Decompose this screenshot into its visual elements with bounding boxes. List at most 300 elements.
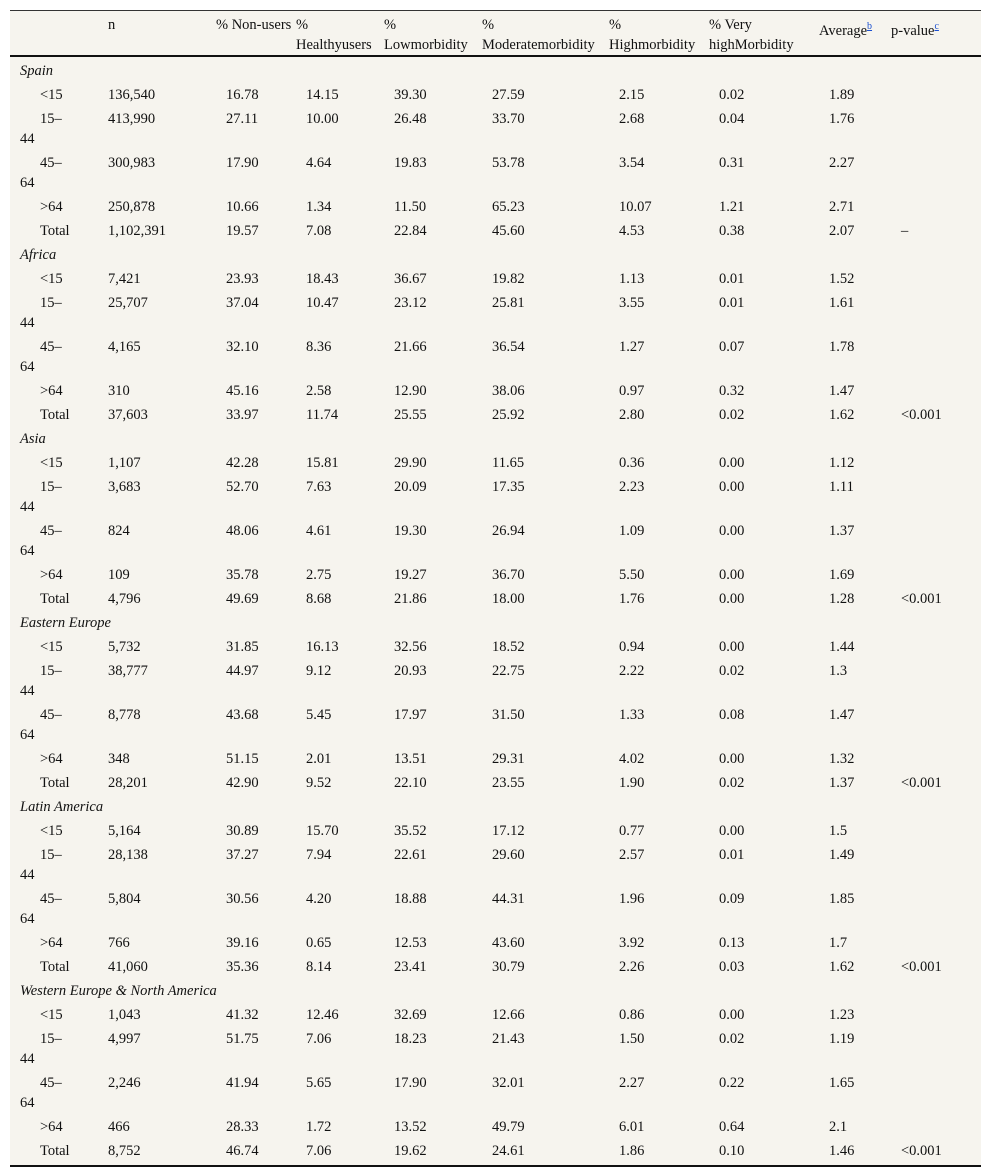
cell-nonusers: 30.89 <box>226 823 259 839</box>
cell-high: 1.27 <box>619 339 645 355</box>
cell-low: 17.97 <box>394 707 427 723</box>
cell-healthy: 4.61 <box>306 523 332 539</box>
cell-moderate: 30.79 <box>492 959 525 975</box>
cell-age <box>10 449 108 473</box>
cell-veryhigh: 1.21 <box>719 199 745 215</box>
cell-pvalue <box>891 657 981 701</box>
cell-age <box>10 657 108 701</box>
table-row <box>10 841 981 885</box>
group-label: Africa <box>20 247 57 263</box>
cell-veryhigh: 0.31 <box>719 155 745 171</box>
cell-moderate: 18.00 <box>492 591 525 607</box>
table-row <box>10 817 981 841</box>
table-row <box>10 473 981 517</box>
group-label: Eastern Europe <box>20 615 111 631</box>
header-moderate: % Moderatemorbidity <box>482 17 595 53</box>
cell-nonusers: 48.06 <box>226 523 259 539</box>
cell-average: 1.5 <box>829 823 848 839</box>
cell-pvalue <box>891 105 981 149</box>
cell-nonusers: 35.36 <box>226 959 259 975</box>
age-label: Total <box>40 407 70 423</box>
cell-nonusers: 10.66 <box>226 199 259 215</box>
cell-average: 1.89 <box>829 87 855 103</box>
cell-pvalue <box>891 1069 981 1113</box>
cell-healthy: 4.20 <box>306 891 332 907</box>
cell-veryhigh: 0.07 <box>719 339 745 355</box>
cell-low: 26.48 <box>394 111 427 127</box>
cell-veryhigh: 0.01 <box>719 847 745 863</box>
footnote-b-link[interactable]: b <box>867 21 873 32</box>
table-row <box>10 633 981 657</box>
cell-age <box>10 289 108 333</box>
cell-low: 19.62 <box>394 1143 427 1159</box>
cell-average: 2.71 <box>829 199 855 215</box>
cell-moderate: 19.82 <box>492 271 525 287</box>
cell-veryhigh: 0.00 <box>719 523 745 539</box>
cell-veryhigh: 0.00 <box>719 823 745 839</box>
cell-age <box>10 1113 108 1137</box>
header-row <box>10 11 981 57</box>
cell-veryhigh: 0.13 <box>719 935 745 951</box>
cell-n: 8,752 <box>108 1143 141 1159</box>
age-label: 15– 44 <box>20 295 62 331</box>
table-row <box>10 193 981 217</box>
cell-low: 19.30 <box>394 523 427 539</box>
cell-average: 1.62 <box>829 407 855 423</box>
cell-veryhigh: 0.02 <box>719 87 745 103</box>
cell-pvalue <box>891 333 981 377</box>
age-label: 45– 64 <box>20 339 62 375</box>
cell-moderate: 53.78 <box>492 155 525 171</box>
cell-average: 1.7 <box>829 935 848 951</box>
cell-pvalue <box>891 81 981 105</box>
cell-high: 3.92 <box>619 935 645 951</box>
cell-low: 23.41 <box>394 959 427 975</box>
cell-veryhigh: 0.00 <box>719 639 745 655</box>
cell-nonusers: 41.94 <box>226 1075 259 1091</box>
table-row <box>10 217 981 241</box>
cell-age <box>10 817 108 841</box>
cell-high: 3.54 <box>619 155 645 171</box>
cell-veryhigh: 0.02 <box>719 1031 745 1047</box>
cell-low: 13.52 <box>394 1119 427 1135</box>
cell-nonusers: 28.33 <box>226 1119 259 1135</box>
table-row <box>10 517 981 561</box>
table-row <box>10 81 981 105</box>
cell-low: 12.90 <box>394 383 427 399</box>
cell-high: 1.50 <box>619 1031 645 1047</box>
cell-moderate: 65.23 <box>492 199 525 215</box>
cell-moderate: 25.81 <box>492 295 525 311</box>
group-label: Western Europe & North America <box>20 983 217 999</box>
cell-low: 19.27 <box>394 567 427 583</box>
cell-pvalue <box>891 265 981 289</box>
header-n: n <box>108 17 116 33</box>
cell-age <box>10 953 108 977</box>
cell-n: 824 <box>108 523 130 539</box>
age-label: <15 <box>40 1007 63 1023</box>
cell-nonusers: 52.70 <box>226 479 259 495</box>
cell-nonusers: 32.10 <box>226 339 259 355</box>
cell-high: 2.26 <box>619 959 645 975</box>
age-label: <15 <box>40 455 63 471</box>
cell-age <box>10 1069 108 1113</box>
cell-average: 2.27 <box>829 155 855 171</box>
cell-moderate: 11.65 <box>492 455 525 471</box>
cell-veryhigh: 0.00 <box>719 1007 745 1023</box>
cell-age <box>10 885 108 929</box>
age-label: 15– 44 <box>20 663 62 699</box>
age-label: <15 <box>40 639 63 655</box>
cell-low: 11.50 <box>394 199 427 215</box>
group-label: Asia <box>20 431 46 447</box>
cell-high: 1.09 <box>619 523 645 539</box>
cell-high: 0.94 <box>619 639 645 655</box>
cell-age <box>10 1137 108 1166</box>
cell-pvalue <box>891 289 981 333</box>
cell-healthy: 2.58 <box>306 383 332 399</box>
cell-nonusers: 51.75 <box>226 1031 259 1047</box>
group-row <box>10 425 981 449</box>
group-row <box>10 977 981 1001</box>
cell-nonusers: 19.57 <box>226 223 259 239</box>
cell-veryhigh: 0.00 <box>719 479 745 495</box>
cell-healthy: 1.34 <box>306 199 332 215</box>
cell-moderate: 36.70 <box>492 567 525 583</box>
cell-pvalue <box>891 929 981 953</box>
cell-high: 10.07 <box>619 199 652 215</box>
cell-n: 1,102,391 <box>108 223 166 239</box>
cell-average: 1.28 <box>829 591 855 607</box>
age-label: Total <box>40 775 70 791</box>
cell-low: 21.86 <box>394 591 427 607</box>
age-label: 45– 64 <box>20 891 62 927</box>
cell-veryhigh: 0.38 <box>719 223 745 239</box>
cell-moderate: 44.31 <box>492 891 525 907</box>
group-label: Latin America <box>20 799 104 815</box>
cell-n: 300,983 <box>108 155 156 171</box>
cell-n: 4,997 <box>108 1031 141 1047</box>
cell-low: 19.83 <box>394 155 427 171</box>
cell-nonusers: 44.97 <box>226 663 259 679</box>
cell-moderate: 21.43 <box>492 1031 525 1047</box>
age-label: Total <box>40 959 70 975</box>
cell-healthy: 5.45 <box>306 707 332 723</box>
cell-n: 41,060 <box>108 959 148 975</box>
cell-veryhigh: 0.00 <box>719 591 745 607</box>
cell-healthy: 9.12 <box>306 663 332 679</box>
cell-veryhigh: 0.09 <box>719 891 745 907</box>
cell-average: 1.49 <box>829 847 855 863</box>
cell-high: 0.86 <box>619 1007 645 1023</box>
cell-moderate: 25.92 <box>492 407 525 423</box>
age-label: <15 <box>40 823 63 839</box>
cell-n: 466 <box>108 1119 130 1135</box>
cell-n: 4,165 <box>108 339 141 355</box>
cell-high: 3.55 <box>619 295 645 311</box>
age-label: 15– 44 <box>20 111 62 147</box>
cell-high: 2.22 <box>619 663 645 679</box>
cell-age <box>10 841 108 885</box>
cell-pvalue <box>891 1113 981 1137</box>
cell-healthy: 15.70 <box>306 823 339 839</box>
cell-nonusers: 46.74 <box>226 1143 259 1159</box>
table-row <box>10 265 981 289</box>
cell-average: 1.3 <box>829 663 848 679</box>
cell-healthy: 0.65 <box>306 935 332 951</box>
cell-high: 4.53 <box>619 223 645 239</box>
age-label: 15– 44 <box>20 847 62 883</box>
cell-age <box>10 193 108 217</box>
cell-pvalue: <0.001 <box>901 775 942 791</box>
cell-average: 1.52 <box>829 271 855 287</box>
cell-healthy: 2.75 <box>306 567 332 583</box>
age-label: Total <box>40 591 70 607</box>
age-label: 15– 44 <box>20 1031 62 1067</box>
cell-high: 2.27 <box>619 1075 645 1091</box>
cell-pvalue <box>891 473 981 517</box>
cell-moderate: 32.01 <box>492 1075 525 1091</box>
cell-veryhigh: 0.64 <box>719 1119 745 1135</box>
cell-low: 21.66 <box>394 339 427 355</box>
cell-low: 12.53 <box>394 935 427 951</box>
table-row <box>10 1113 981 1137</box>
cell-moderate: 29.60 <box>492 847 525 863</box>
cell-nonusers: 45.16 <box>226 383 259 399</box>
cell-average: 1.19 <box>829 1031 855 1047</box>
cell-n: 109 <box>108 567 130 583</box>
cell-low: 22.10 <box>394 775 427 791</box>
cell-healthy: 4.64 <box>306 155 332 171</box>
cell-moderate: 23.55 <box>492 775 525 791</box>
age-label: 45– 64 <box>20 155 62 191</box>
cell-age <box>10 473 108 517</box>
cell-veryhigh: 0.08 <box>719 707 745 723</box>
cell-moderate: 17.35 <box>492 479 525 495</box>
cell-nonusers: 49.69 <box>226 591 259 607</box>
cell-age <box>10 149 108 193</box>
cell-veryhigh: 0.01 <box>719 271 745 287</box>
cell-high: 2.68 <box>619 111 645 127</box>
cell-n: 413,990 <box>108 111 156 127</box>
cell-pvalue: – <box>901 223 909 239</box>
cell-pvalue <box>891 449 981 473</box>
cell-average: 1.61 <box>829 295 855 311</box>
cell-average: 1.37 <box>829 775 855 791</box>
table-row <box>10 289 981 333</box>
table-row <box>10 953 981 977</box>
cell-nonusers: 37.27 <box>226 847 259 863</box>
cell-low: 39.30 <box>394 87 427 103</box>
cell-moderate: 43.60 <box>492 935 525 951</box>
cell-nonusers: 27.11 <box>226 111 259 127</box>
cell-average: 1.65 <box>829 1075 855 1091</box>
table-row <box>10 1001 981 1025</box>
cell-high: 1.33 <box>619 707 645 723</box>
cell-high: 1.90 <box>619 775 645 791</box>
cell-healthy: 8.68 <box>306 591 332 607</box>
cell-veryhigh: 0.02 <box>719 407 745 423</box>
cell-healthy: 7.94 <box>306 847 332 863</box>
cell-veryhigh: 0.10 <box>719 1143 745 1159</box>
cell-high: 4.02 <box>619 751 645 767</box>
cell-low: 35.52 <box>394 823 427 839</box>
table-row <box>10 769 981 793</box>
cell-n: 28,201 <box>108 775 148 791</box>
age-label: >64 <box>40 935 63 951</box>
cell-healthy: 8.36 <box>306 339 332 355</box>
cell-average: 1.32 <box>829 751 855 767</box>
cell-age <box>10 745 108 769</box>
header-high: % Highmorbidity <box>609 17 696 53</box>
cell-n: 5,164 <box>108 823 141 839</box>
cell-healthy: 5.65 <box>306 1075 332 1091</box>
cell-low: 17.90 <box>394 1075 427 1091</box>
age-label: <15 <box>40 87 63 103</box>
cell-n: 28,138 <box>108 847 148 863</box>
cell-average: 1.12 <box>829 455 855 471</box>
cell-n: 3,683 <box>108 479 141 495</box>
cell-veryhigh: 0.32 <box>719 383 745 399</box>
cell-age <box>10 1001 108 1025</box>
age-label: 45– 64 <box>20 523 62 559</box>
cell-nonusers: 17.90 <box>226 155 259 171</box>
cell-nonusers: 37.04 <box>226 295 259 311</box>
cell-healthy: 10.47 <box>306 295 339 311</box>
table-row <box>10 885 981 929</box>
cell-average: 1.46 <box>829 1143 855 1159</box>
cell-low: 23.12 <box>394 295 427 311</box>
cell-healthy: 10.00 <box>306 111 339 127</box>
cell-age <box>10 633 108 657</box>
cell-age <box>10 701 108 745</box>
cell-veryhigh: 0.02 <box>719 663 745 679</box>
cell-pvalue <box>891 561 981 585</box>
table-row <box>10 1069 981 1113</box>
cell-pvalue <box>891 885 981 929</box>
cell-age <box>10 377 108 401</box>
cell-n: 37,603 <box>108 407 148 423</box>
cell-healthy: 18.43 <box>306 271 339 287</box>
cell-pvalue: <0.001 <box>901 1143 942 1159</box>
cell-pvalue: <0.001 <box>901 959 942 975</box>
age-label: Total <box>40 223 70 239</box>
cell-moderate: 17.12 <box>492 823 525 839</box>
cell-moderate: 33.70 <box>492 111 525 127</box>
group-row <box>10 793 981 817</box>
cell-n: 38,777 <box>108 663 148 679</box>
cell-average: 1.44 <box>829 639 855 655</box>
age-label: 15– 44 <box>20 479 62 515</box>
cell-high: 1.86 <box>619 1143 645 1159</box>
cell-pvalue <box>891 377 981 401</box>
table-row <box>10 657 981 701</box>
cell-nonusers: 41.32 <box>226 1007 259 1023</box>
cell-average: 1.11 <box>829 479 854 495</box>
cell-age <box>10 333 108 377</box>
cell-age <box>10 81 108 105</box>
age-label: >64 <box>40 199 63 215</box>
cell-age <box>10 517 108 561</box>
table-row <box>10 1137 981 1166</box>
header-low: % Lowmorbidity <box>384 17 468 53</box>
cell-high: 0.97 <box>619 383 645 399</box>
age-label: 45– 64 <box>20 1075 62 1111</box>
cell-pvalue <box>891 633 981 657</box>
cell-age <box>10 561 108 585</box>
age-label: >64 <box>40 383 63 399</box>
cell-high: 0.77 <box>619 823 645 839</box>
group-row <box>10 241 981 265</box>
header-nonusers: % Non-users <box>216 17 292 33</box>
cell-moderate: 22.75 <box>492 663 525 679</box>
cell-low: 25.55 <box>394 407 427 423</box>
cell-pvalue <box>891 841 981 885</box>
cell-average: 1.23 <box>829 1007 855 1023</box>
age-label: >64 <box>40 567 63 583</box>
cell-pvalue <box>891 745 981 769</box>
cell-nonusers: 39.16 <box>226 935 259 951</box>
morbidity-table <box>10 10 981 1167</box>
cell-moderate: 12.66 <box>492 1007 525 1023</box>
header-healthy: % Healthyusers <box>296 17 372 53</box>
cell-low: 36.67 <box>394 271 427 287</box>
cell-high: 5.50 <box>619 567 645 583</box>
cell-nonusers: 43.68 <box>226 707 259 723</box>
cell-veryhigh: 0.00 <box>719 567 745 583</box>
cell-n: 310 <box>108 383 130 399</box>
cell-n: 8,778 <box>108 707 141 723</box>
cell-nonusers: 16.78 <box>226 87 259 103</box>
cell-low: 22.61 <box>394 847 427 863</box>
cell-pvalue <box>891 149 981 193</box>
cell-low: 32.69 <box>394 1007 427 1023</box>
cell-high: 2.15 <box>619 87 645 103</box>
cell-nonusers: 42.28 <box>226 455 259 471</box>
cell-healthy: 2.01 <box>306 751 332 767</box>
footnote-c-link[interactable]: c <box>934 21 939 32</box>
cell-moderate: 45.60 <box>492 223 525 239</box>
header-pvalue-label: p-value <box>891 22 935 39</box>
cell-healthy: 9.52 <box>306 775 332 791</box>
table-row <box>10 401 981 425</box>
cell-veryhigh: 0.04 <box>719 111 745 127</box>
cell-nonusers: 23.93 <box>226 271 259 287</box>
cell-average: 1.47 <box>829 707 855 723</box>
cell-moderate: 18.52 <box>492 639 525 655</box>
table-body <box>10 56 981 1166</box>
cell-pvalue <box>891 1025 981 1069</box>
cell-low: 32.56 <box>394 639 427 655</box>
cell-high: 2.80 <box>619 407 645 423</box>
cell-moderate: 29.31 <box>492 751 525 767</box>
cell-n: 766 <box>108 935 130 951</box>
header-blank <box>10 11 108 57</box>
cell-moderate: 27.59 <box>492 87 525 103</box>
cell-low: 22.84 <box>394 223 427 239</box>
cell-veryhigh: 0.22 <box>719 1075 745 1091</box>
header-pvalue <box>891 11 981 57</box>
cell-healthy: 11.74 <box>306 407 339 423</box>
cell-healthy: 7.63 <box>306 479 332 495</box>
cell-age <box>10 105 108 149</box>
cell-average: 1.85 <box>829 891 855 907</box>
table-row <box>10 105 981 149</box>
cell-n: 1,043 <box>108 1007 141 1023</box>
cell-healthy: 1.72 <box>306 1119 332 1135</box>
cell-n: 25,707 <box>108 295 148 311</box>
cell-pvalue <box>891 817 981 841</box>
